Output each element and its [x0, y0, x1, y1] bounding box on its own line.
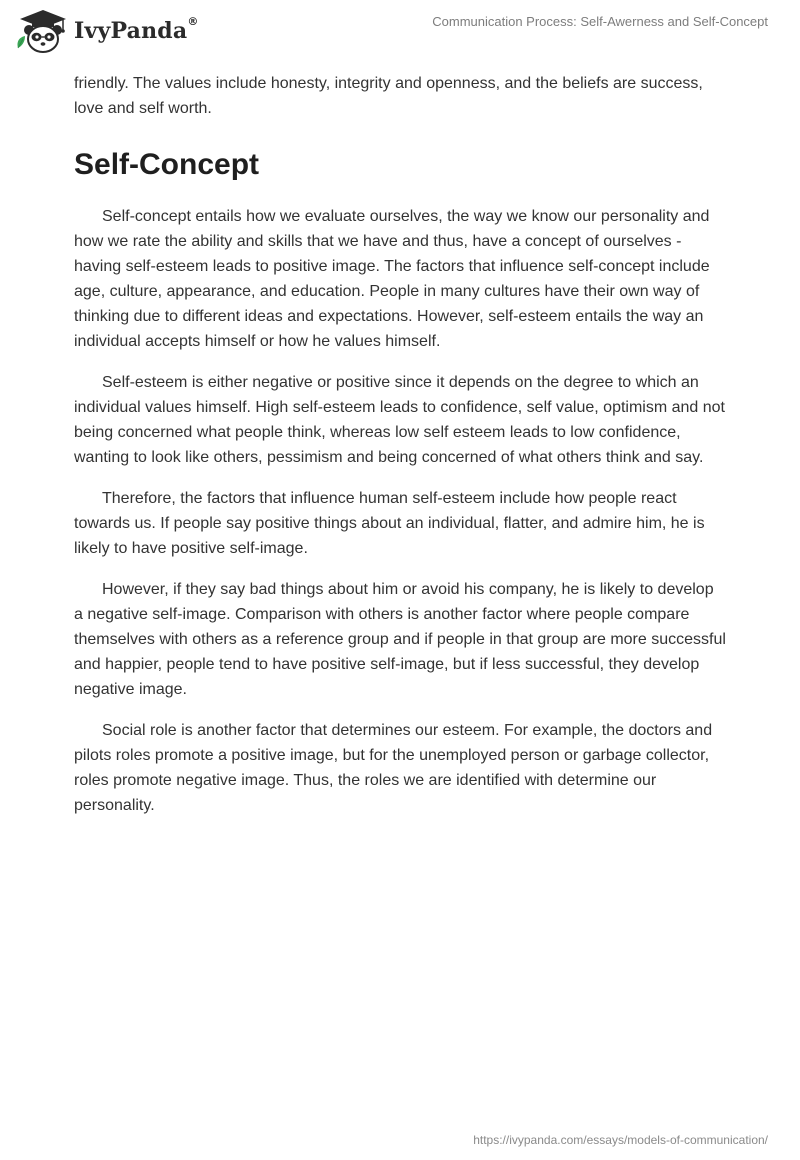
page-header: [0, 0, 800, 64]
intro-paragraph: friendly. The values include honesty, integrity and openness, and the beliefs are success, love and self worth.: [74, 75, 703, 117]
section-heading: Self-Concept: [74, 148, 260, 181]
paragraph-2: Self-esteem is either negative or positive since it depends on the degree to which an individual values himself. High self-esteem leads to confidence, self value, optimism and not being concerned what people think, whereas low self esteem leads to low confidence, wanting to look like others, pessimism and being concerned of what others think and say.: [74, 374, 725, 466]
panda-graduate-icon: [14, 8, 72, 54]
paragraph-3: Therefore, the factors that influence human self-esteem include how people react towards us. If people say positive things about an individual, flatter, and admire him, he is likely to have positive self-image.: [74, 490, 705, 557]
paragraph-4: However, if they say bad things about him or avoid his company, he is likely to develop a negative self-image. Comparison with others is another factor where people compare themselves with others as a reference group and if people in that group are more successful and happier, people tend to have positive self-image, but if less successful, they develop negative image.: [74, 581, 726, 698]
brand-name: [74, 15, 199, 44]
registered-mark: ®: [187, 15, 199, 28]
paragraph-5: Social role is another factor that determines our esteem. For example, the doctors and pilots roles promote a positive image, but for the unemployed person or garbage collector, roles promote negative image. Thus, the roles we are identified with determine our personality.: [74, 722, 713, 814]
brand-text: IvyPanda: [74, 18, 188, 44]
essay-body: [74, 71, 726, 834]
document-title: Communication Process: Self-Awerness and Self-Concept: [432, 14, 768, 29]
ivypanda-logo[interactable]: [14, 8, 199, 54]
paragraph-1: Self-concept entails how we evaluate ourselves, the way we know our personality and how we rate the ability and skills that we have and thus, have a concept of ourselves - having self-esteem leads to positive image. The factors that influence self-concept include age, culture, appearance, and education. People in many cultures have their own way of thinking due to different ideas and expectations. However, self-esteem entails the way an individual accepts himself or how he values himself.: [74, 208, 710, 350]
source-url-link[interactable]: https://ivypanda.com/essays/models-of-communication/: [473, 1133, 768, 1147]
